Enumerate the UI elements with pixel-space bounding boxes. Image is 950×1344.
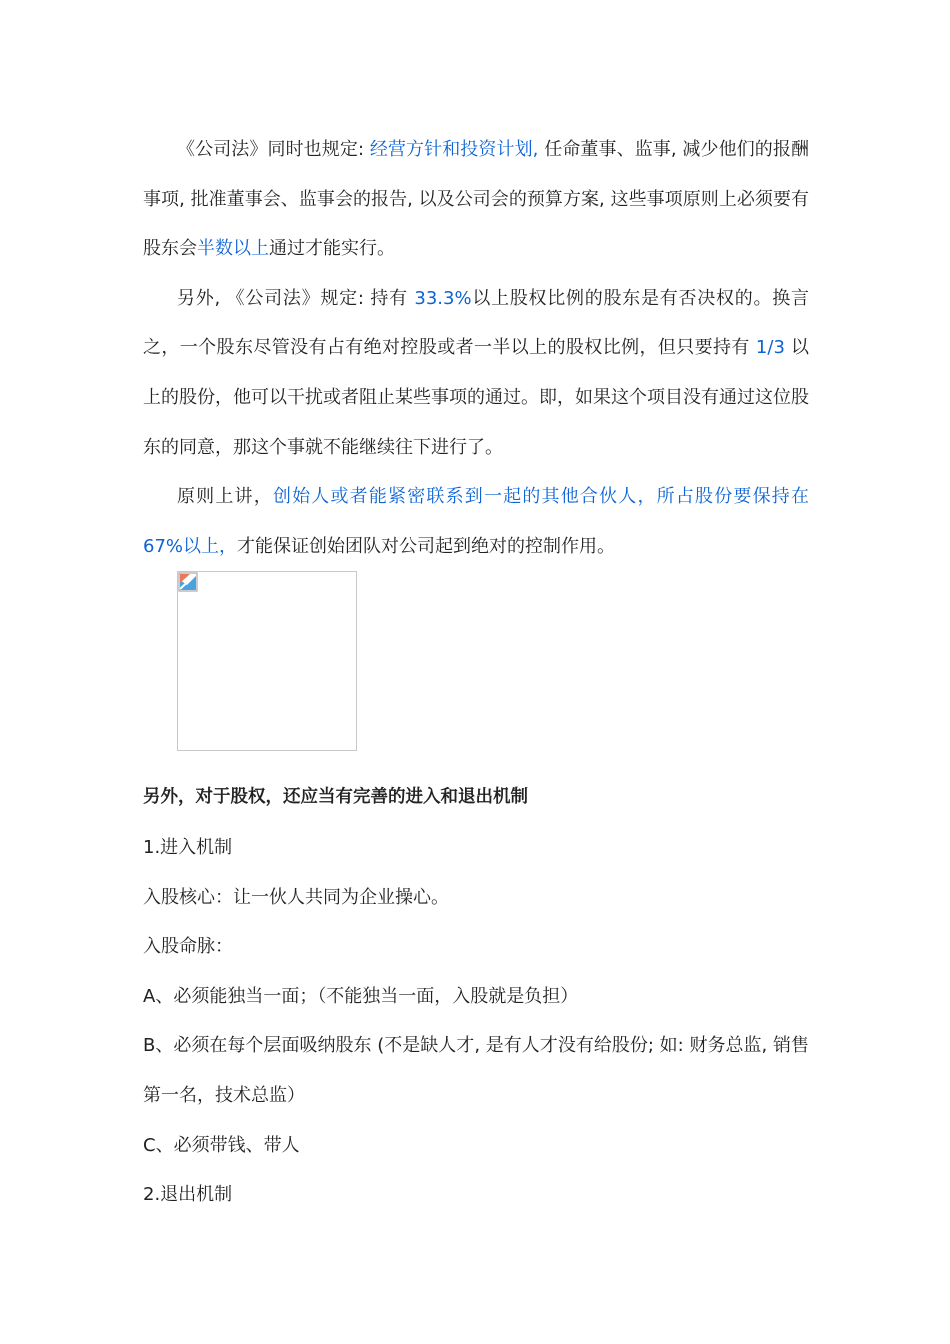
text: 通过才能实行。 [269, 238, 395, 260]
text: 任命董事、监事, 减少他们的报酬事项, 批准董事会、监事会的报告, 以及公司会的预算方案, 这些事项原则上必须要有股东会 [143, 139, 809, 260]
paragraph-founder-control [143, 472, 809, 571]
image-placeholder [177, 571, 357, 751]
list-item: C、必须带钱、带人 [143, 1134, 300, 1156]
highlight-text: 半数以上 [197, 238, 269, 260]
list-item: 入股命脉： [143, 936, 233, 958]
broken-image-icon [178, 572, 198, 592]
text: 才能保证创始团队对公司起到绝对的控制作用。 [237, 535, 616, 557]
section-heading: 另外，对于股权，还应当有完善的进入和退出机制 [143, 787, 528, 808]
text: 原则上讲， [177, 486, 273, 508]
list-item: 1.进入机制 [143, 836, 233, 858]
highlight-text: 创始人或者能紧密联系到一起的其他合伙人，所占股份要保持在67%以上， [143, 486, 809, 557]
list-item: B、必须在每个层面吸纳股东 (不是缺人才, 是有人才没有给股份; 如: 财务总监, 销售第一名，技术总监） [143, 1035, 809, 1106]
paragraph-veto-right [143, 274, 809, 472]
text: 《公司法》同时也规定: [177, 139, 370, 160]
list-item: 2.退出机制 [143, 1184, 233, 1206]
paragraph-company-law-decisions [143, 125, 809, 274]
text: 另外, 《公司法》规定: 持有 [177, 287, 415, 309]
highlight-text: 33.3% [414, 287, 472, 309]
text: 以上股权比例的股东是有否决权的。换言之，一个股东尽管没有占有绝对控股或者一半以上的股权比例，但只要持有 [143, 287, 809, 359]
text: 以上的股份，他可以干扰或者阻止某些事项的通过。即，如果这个项目没有通过这位股东的同意，那这个事就不能继续往下进行了。 [143, 337, 810, 458]
list-item: 入股核心：让一伙人共同为企业操心。 [143, 886, 449, 908]
highlight-text: 经营方针和投资计划, [369, 139, 539, 160]
document-page [143, 125, 809, 1220]
highlight-text: 1/3 [755, 337, 785, 359]
list-item: A、必须能独当一面；（不能独当一面，入股就是负担） [143, 985, 579, 1007]
